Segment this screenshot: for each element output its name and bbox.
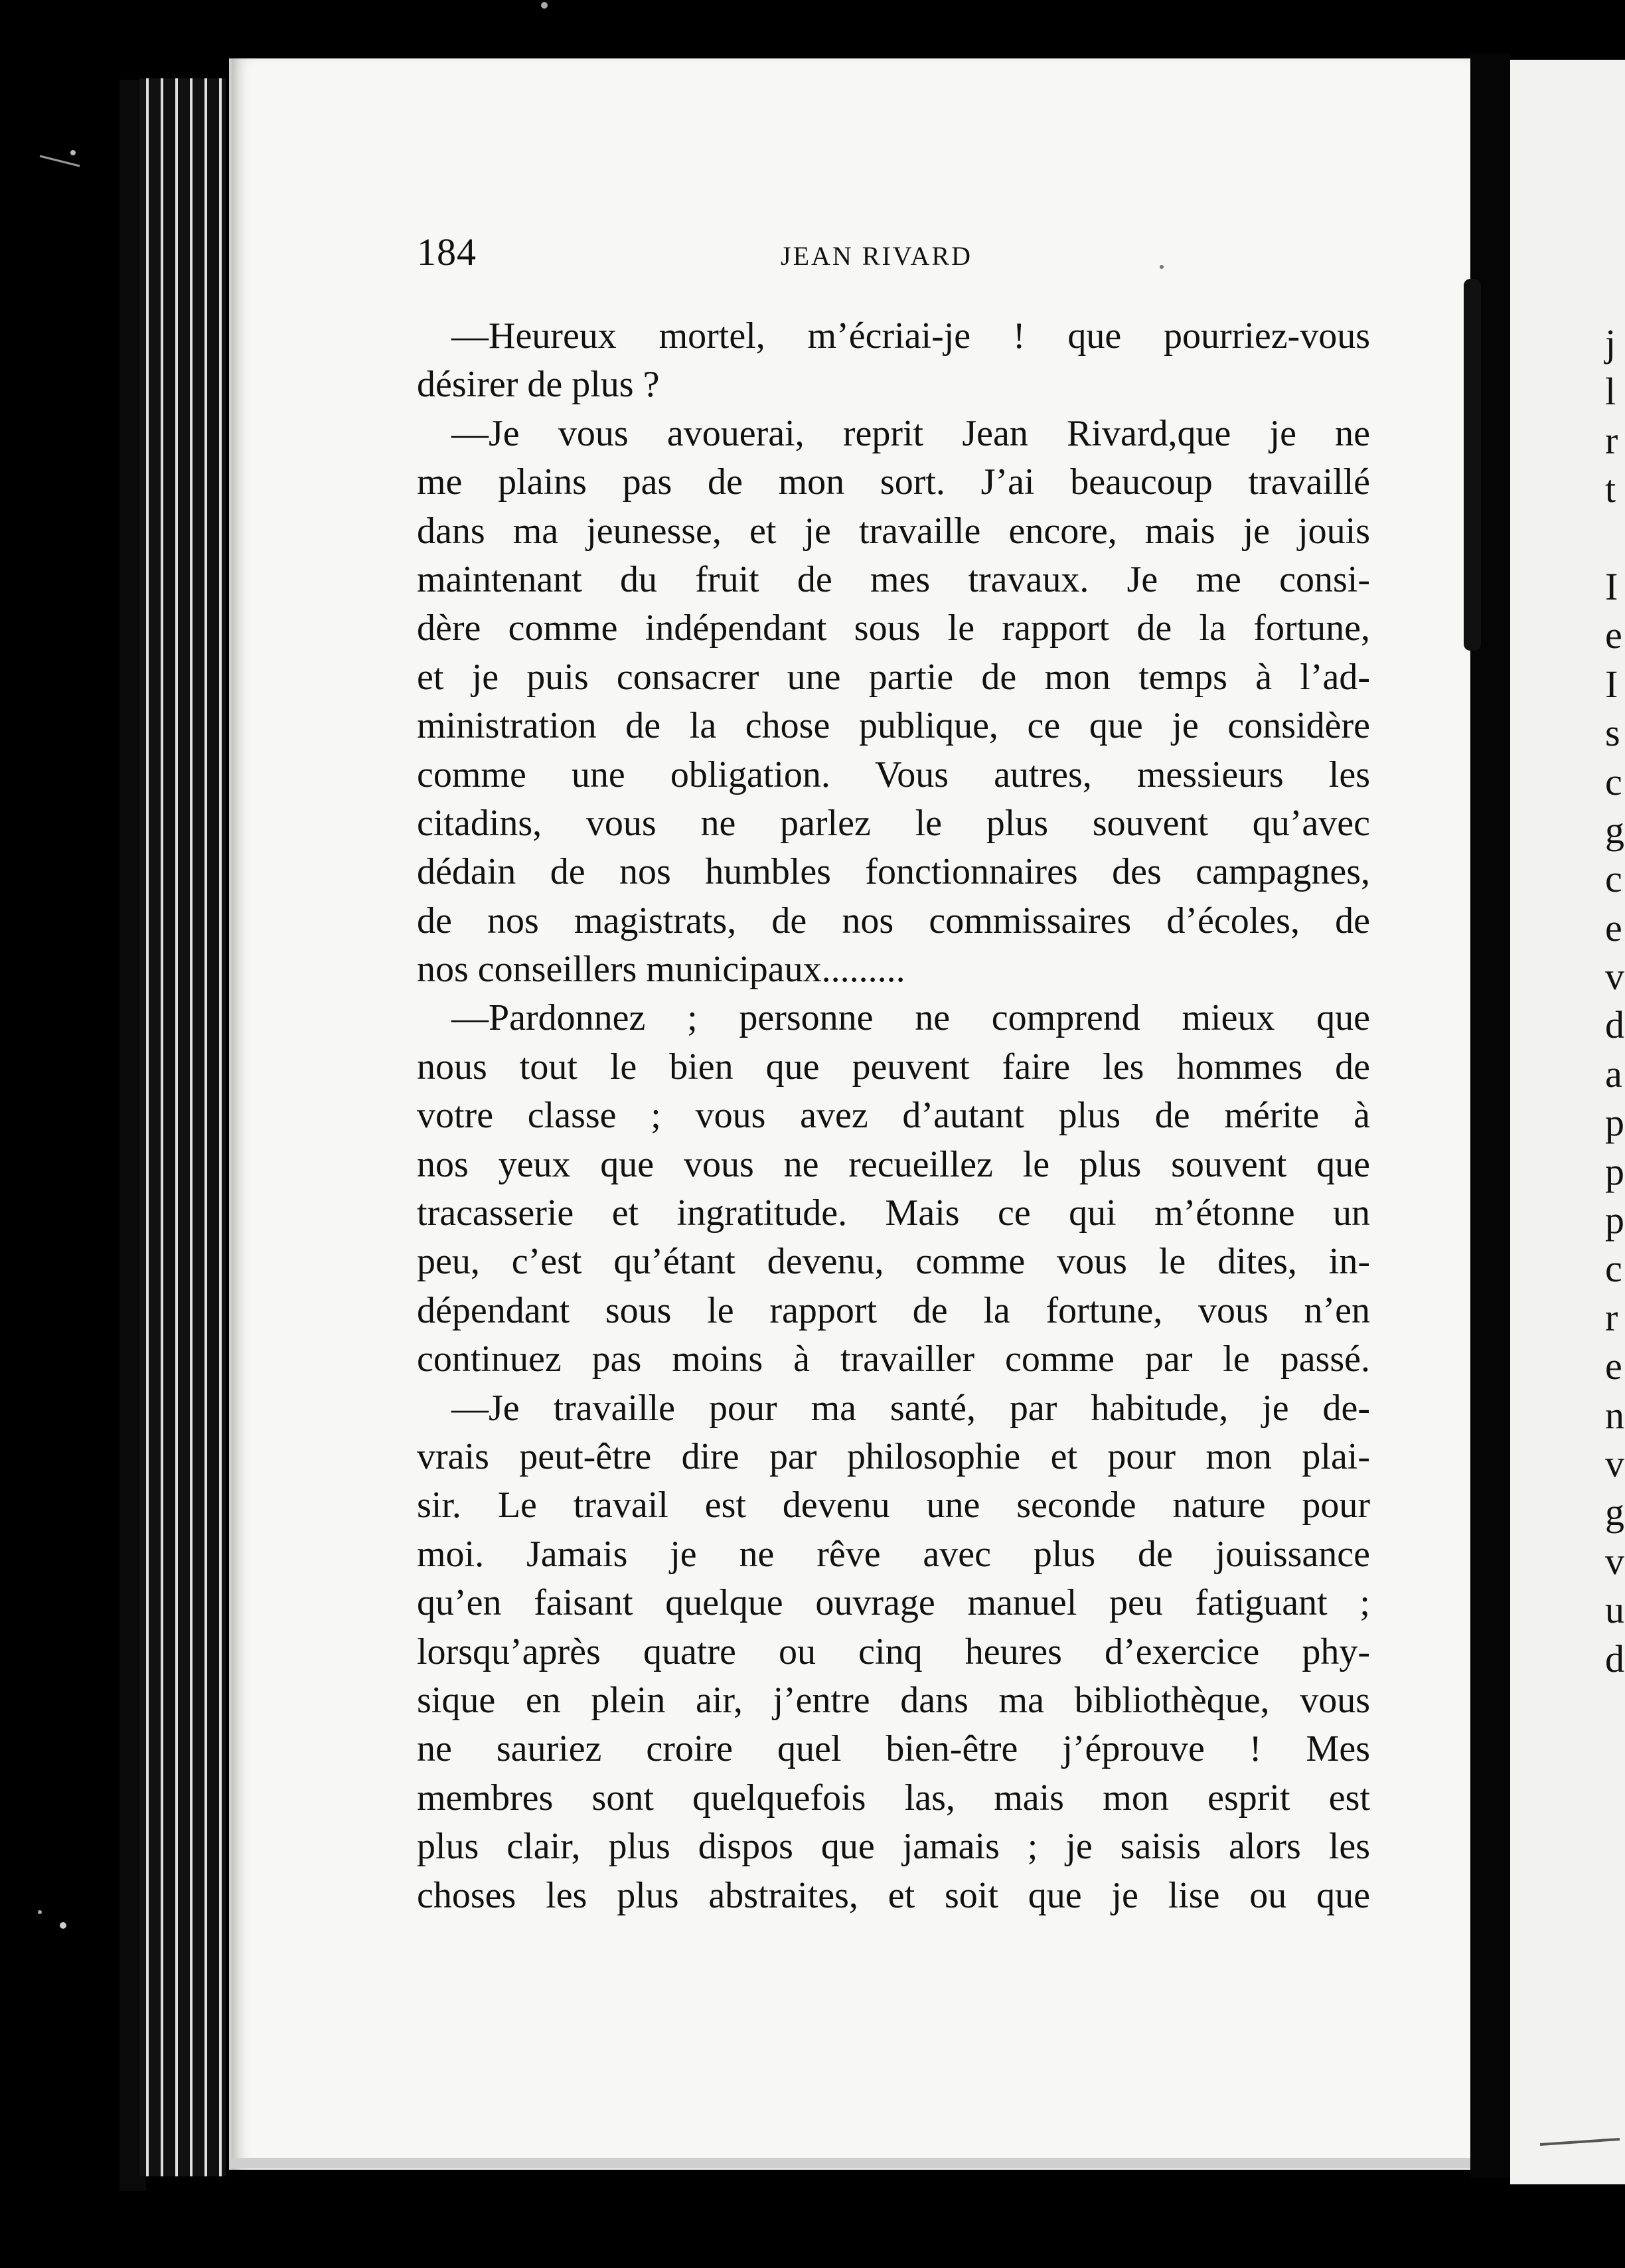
- text-line: nos conseillers municipaux.........: [417, 949, 905, 991]
- facing-page-letters: [1605, 319, 1625, 1683]
- text-line: choses les plus abstraites, et soit que je lise ou que: [417, 1874, 1370, 1916]
- text-line: vrais peut-être dire par philosophie et pour mon plai-: [417, 1435, 1370, 1477]
- text-line: membres sont quelquefois las, mais mon esprit est: [417, 1777, 1370, 1819]
- text-line: dans ma jeunesse, et je travaille encore, mais je jouis: [417, 510, 1370, 552]
- page-header: [417, 230, 1014, 283]
- text-line: dédain de nos humbles fonctionnaires des campagnes,: [417, 851, 1370, 893]
- facing-page-letter: r: [1605, 418, 1618, 462]
- facing-page-letter: v: [1605, 955, 1624, 999]
- text-line: dépendant sous le rapport de la fortune, vous n’en: [417, 1289, 1370, 1331]
- text-line: —Heureux mortel, m’écriai-je ! que pourriez-vous: [451, 315, 1370, 357]
- body-text: [417, 312, 1370, 1920]
- facing-page-letter: p: [1605, 1198, 1624, 1242]
- text-line: ne sauriez croire quel bien-être j’éprouve ! Mes: [417, 1728, 1370, 1770]
- text-line: nous tout le bien que peuvent faire les hommes de: [417, 1046, 1370, 1088]
- text-line: comme une obligation. Vous autres, messieurs les: [417, 754, 1370, 795]
- facing-page-letter: v: [1605, 1539, 1624, 1583]
- facing-page-letter: t: [1605, 467, 1616, 511]
- facing-page-letter: c: [1605, 1247, 1622, 1291]
- facing-page-letter: e: [1605, 906, 1622, 949]
- text-line: tracasserie et ingratitude. Mais ce qui m’étonne un: [417, 1192, 1370, 1234]
- facing-page-letter: I: [1605, 564, 1618, 608]
- text-line: peu, c’est qu’étant devenu, comme vous le dites, in-: [417, 1241, 1370, 1283]
- text-line: —Pardonnez ; personne ne comprend mieux que: [451, 997, 1370, 1039]
- text-line: citadins, vous ne parlez le plus souvent qu’avec: [417, 802, 1370, 844]
- text-line: ministration de la chose publique, ce que je considère: [417, 705, 1370, 747]
- text-line: moi. Jamais je ne rêve avec plus de jouissance: [417, 1533, 1370, 1575]
- text-line: plus clair, plus dispos que jamais ; je saisis alors les: [417, 1826, 1370, 1868]
- facing-page-letter: c: [1605, 857, 1622, 901]
- text-line: lorsqu’après quatre ou cinq heures d’exercice phy-: [417, 1631, 1370, 1672]
- text-line: sique en plein air, j’entre dans ma bibliothèque, vous: [417, 1679, 1370, 1721]
- facing-page-letter: e: [1605, 1344, 1622, 1388]
- text-line: nos yeux que vous ne recueillez le plus souvent que: [417, 1143, 1370, 1185]
- text-line: sir. Le travail est devenu une seconde nature pour: [417, 1485, 1370, 1526]
- text-line: me plains pas de mon sort. J’ai beaucoup travaillé: [417, 461, 1370, 503]
- facing-page-letter: j: [1605, 321, 1616, 364]
- page-number: 184: [417, 230, 477, 274]
- facing-page-letter: v: [1605, 1441, 1624, 1485]
- facing-page-letter: l: [1605, 370, 1616, 414]
- facing-page-letter: p: [1605, 1149, 1624, 1193]
- facing-page-letter: r: [1605, 1295, 1618, 1339]
- facing-page-letter: g: [1605, 808, 1624, 852]
- facing-page-letter: s: [1605, 711, 1620, 755]
- text-line: continuez pas moins à travailler comme par le passé.: [417, 1338, 1370, 1380]
- facing-page-letter: g: [1605, 1491, 1624, 1534]
- text-line: qu’en faisant quelque ouvrage manuel peu fatiguant ;: [417, 1582, 1370, 1624]
- facing-page-letter: d: [1605, 1003, 1624, 1047]
- text-line: votre classe ; vous avez d’autant plus de mérite à: [417, 1095, 1370, 1137]
- facing-page-letter: p: [1605, 1101, 1624, 1145]
- page-bottom-edge: [229, 2158, 1477, 2168]
- running-title: JEAN RIVARD: [781, 241, 972, 271]
- text-line: —Je travaille pour ma santé, par habitude, je de-: [451, 1387, 1370, 1429]
- text-line: maintenant du fruit de mes travaux. Je me consi-: [417, 558, 1370, 600]
- facing-page-letter: I: [1605, 662, 1618, 706]
- facing-page-letter: a: [1605, 1052, 1622, 1095]
- gutter-shadow: [1464, 279, 1481, 651]
- facing-page-letter: u: [1605, 1588, 1624, 1632]
- facing-page-letter: c: [1605, 760, 1622, 803]
- facing-page-letter: d: [1605, 1637, 1624, 1680]
- text-line: et je puis consacrer une partie de mon temps à l’ad-: [417, 656, 1370, 698]
- text-line: —Je vous avouerai, reprit Jean Rivard,que je ne: [451, 412, 1370, 454]
- facing-page-letter: n: [1605, 1393, 1624, 1437]
- text-line: désirer de plus ?: [417, 364, 660, 406]
- facing-page-letter: [1605, 514, 1625, 562]
- text-line: dère comme indépendant sous le rapport de la fortune,: [417, 608, 1370, 649]
- facing-page-letter: e: [1605, 613, 1622, 657]
- book-page-edges: [139, 78, 226, 2176]
- text-line: de nos magistrats, de nos commissaires d’écoles, de: [417, 900, 1370, 941]
